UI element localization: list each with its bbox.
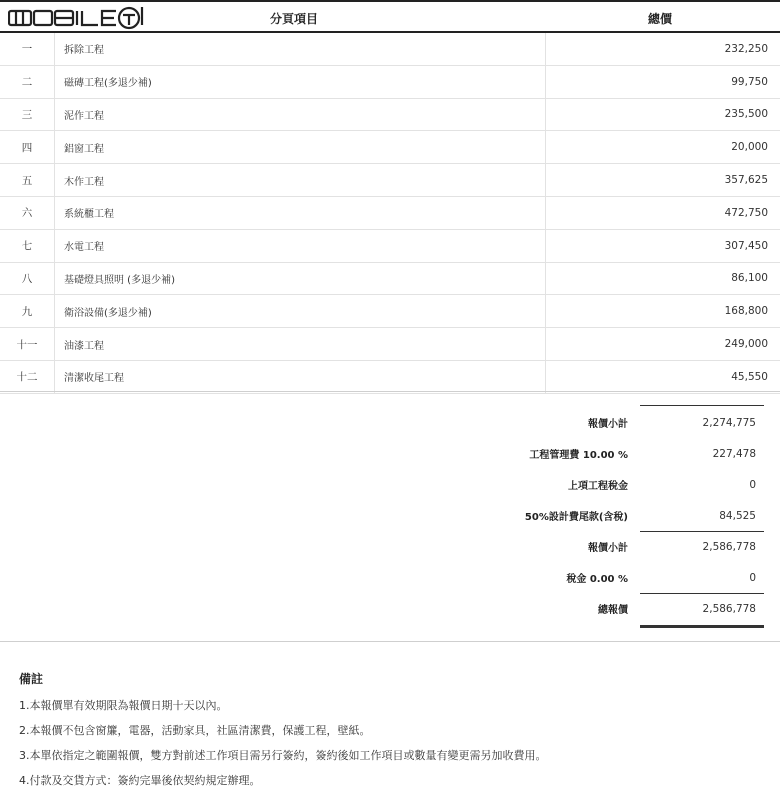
table-row xyxy=(0,131,780,164)
grand-total-label: 總報價 xyxy=(598,605,628,616)
row-item-name: 油漆工程 xyxy=(64,340,104,352)
table-row xyxy=(0,263,780,296)
column-header-total: 總價 xyxy=(648,12,673,26)
grand-total-rule xyxy=(640,625,764,628)
summary-value: 84,525 xyxy=(719,509,756,522)
row-amount: 86,100 xyxy=(731,272,768,285)
grand-total-value: 2,586,778 xyxy=(702,602,756,615)
row-amount: 45,550 xyxy=(731,370,768,383)
note-line: 4.付款及交貨方式：簽約完畢後依契約規定辦理。 xyxy=(19,774,261,787)
row-amount: 168,800 xyxy=(724,305,768,318)
summary-row xyxy=(0,593,780,624)
summary-rule xyxy=(640,405,764,406)
row-item-name: 鋁窗工程 xyxy=(64,143,104,155)
summary-row xyxy=(0,438,780,469)
table-row xyxy=(0,99,780,132)
summary-label: 上項工程稅金 xyxy=(568,481,628,492)
row-item-name: 泥作工程 xyxy=(64,110,104,122)
table-row xyxy=(0,361,780,394)
row-item-name: 衛浴設備(多退少補) xyxy=(64,307,152,319)
row-item-name: 磁磚工程(多退少補) xyxy=(64,78,152,90)
row-number: 六 xyxy=(0,197,55,229)
table-row xyxy=(0,197,780,230)
row-amount: 249,000 xyxy=(724,338,768,351)
notes-section xyxy=(0,642,780,809)
notes-title: 備註 xyxy=(19,672,44,686)
note-line: 3.本單依指定之範圍報價，雙方對前述工作項目需另行簽約，簽約後如工作項目或數量有變更需另加收費用。 xyxy=(19,749,547,762)
row-amount: 235,500 xyxy=(724,108,768,121)
mobile01-logo xyxy=(8,5,148,31)
summary-row xyxy=(0,500,780,531)
summary-label: 工程管理費 10.00 % xyxy=(529,450,628,461)
row-number: 一 xyxy=(0,33,55,65)
row-item-name: 清潔收尾工程 xyxy=(64,373,124,385)
summary-label: 稅金 0.00 % xyxy=(566,574,628,585)
row-number: 九 xyxy=(0,295,55,327)
row-number: 四 xyxy=(0,131,55,163)
row-item-name: 基礎燈具照明 (多退少補) xyxy=(64,274,175,286)
row-number: 十一 xyxy=(0,328,55,360)
row-item-name: 水電工程 xyxy=(64,242,104,254)
summary-label: 報價小計 xyxy=(588,419,628,430)
row-number: 七 xyxy=(0,230,55,262)
summary-value: 2,586,778 xyxy=(702,540,756,553)
table-header xyxy=(0,0,780,33)
table-row xyxy=(0,66,780,99)
row-item-name: 木作工程 xyxy=(64,176,104,188)
summary-label: 50%設計費尾款(含稅) xyxy=(524,512,628,523)
summary-row xyxy=(0,469,780,500)
summary-value: 227,478 xyxy=(712,447,756,460)
summary-row xyxy=(0,562,780,593)
row-amount: 99,750 xyxy=(731,75,768,88)
note-line: 2.本報價不包含窗簾，電器，活動家具，社區清潔費，保護工程，壁紙。 xyxy=(19,724,371,737)
summary-section xyxy=(0,392,780,642)
row-number: 三 xyxy=(0,99,55,131)
row-item-name: 拆除工程 xyxy=(64,45,104,57)
row-amount: 232,250 xyxy=(724,42,768,55)
note-line: 1.本報價單有效期限為報價日期十天以內。 xyxy=(19,699,228,712)
row-amount: 472,750 xyxy=(724,206,768,219)
summary-row xyxy=(0,407,780,438)
table-row xyxy=(0,33,780,66)
table-row xyxy=(0,295,780,328)
table-row xyxy=(0,328,780,361)
table-row xyxy=(0,164,780,197)
summary-row xyxy=(0,531,780,562)
summary-value: 2,274,775 xyxy=(702,416,756,429)
row-amount: 357,625 xyxy=(724,174,768,187)
row-number: 十二 xyxy=(0,361,55,393)
row-number: 八 xyxy=(0,263,55,295)
row-number: 五 xyxy=(0,164,55,196)
summary-value: 0 xyxy=(749,571,756,584)
row-item-name: 系統櫃工程 xyxy=(64,209,114,221)
items-table xyxy=(0,33,780,394)
column-header-item: 分頁項目 xyxy=(270,12,319,26)
table-row xyxy=(0,230,780,263)
row-number: 二 xyxy=(0,66,55,98)
summary-label: 報價小計 xyxy=(588,543,628,554)
row-amount: 307,450 xyxy=(724,239,768,252)
summary-value: 0 xyxy=(749,478,756,491)
row-amount: 20,000 xyxy=(731,141,768,154)
